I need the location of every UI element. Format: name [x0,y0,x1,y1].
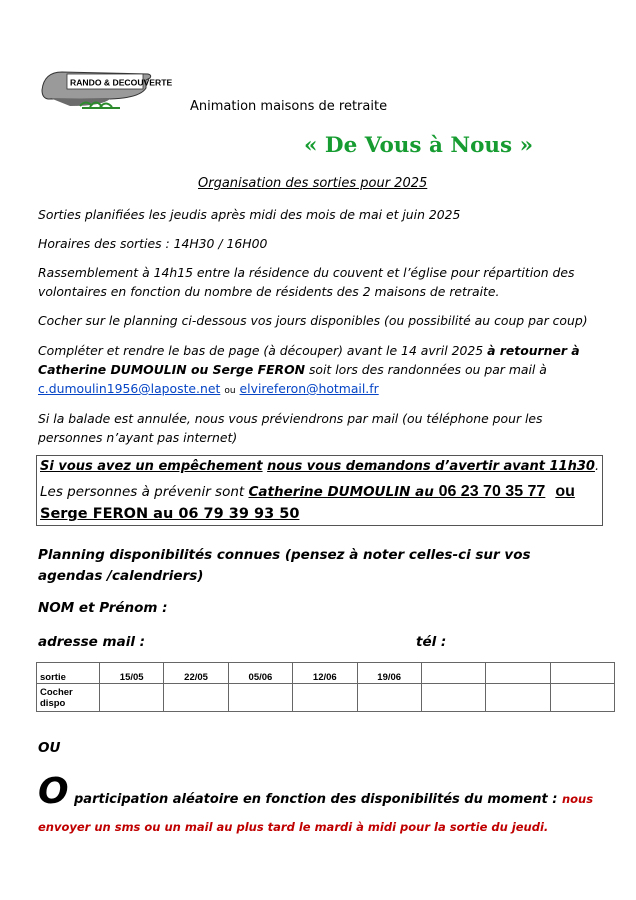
or-small: ou [224,386,236,396]
check-cell[interactable] [357,684,421,712]
slogan-title: « De Vous à Nous » [304,133,534,158]
name-label: NOM et Prénom : [38,600,168,616]
return-contacts: à retourner à Catherine DUMOULIN ou Serge FERON [38,343,580,377]
check-cell[interactable] [486,684,550,712]
check-cell[interactable] [293,684,357,712]
notice-impediment: Si vous avez un empêchement [40,459,263,474]
row-header-sortie: sortie [37,663,100,684]
date-cell: 05/06 [228,663,292,684]
row-header-cocher: Cocher dispo [37,684,100,712]
date-cell [550,663,614,684]
red-note-start: nous [561,792,594,806]
check-cell[interactable] [550,684,614,712]
check-cell[interactable] [100,684,164,712]
notice-warn: nous vous demandons d’avertir avant 11h30 [267,459,595,474]
paragraph-dates: Sorties planifiées les jeudis après midi des mois de mai et juin 2025 [38,207,461,222]
notice-contact-feron: Serge FERON au 06 79 39 93 50 [40,506,300,522]
phone-label: tél : [416,634,447,650]
red-note: envoyer un sms ou un mail au plus tard le mardi à midi pour la sortie du jeudi. [38,820,549,834]
return-text: Compléter et rendre le bas de page (à découper) avant le 14 avril 2025 [38,343,488,358]
table-row-dates [37,663,615,684]
paragraph-check: Cocher sur le planning ci-dessous vos jours disponibles (ou possibilité au coup par coup) [38,313,588,328]
check-cell[interactable] [421,684,485,712]
participation-text: participation aléatoire en fonction des disponibilités du moment : nous [74,792,594,807]
email-link-dumoulin[interactable]: c.dumoulin1956@laposte.net [38,381,221,396]
email-link-feron[interactable]: elvireferon@hotmail.fr [239,381,379,396]
notice-contact-dumoulin: Catherine DUMOULIN au [248,484,439,500]
phone-dumoulin: 06 23 70 35 77 [438,483,546,500]
check-cell[interactable] [228,684,292,712]
date-cell: 15/05 [100,663,164,684]
date-cell [486,663,550,684]
rando-decouverte-logo [40,66,190,112]
logo-text: RANDO & DECOUVERTE [70,77,173,88]
notice-line-2: Les personnes à prévenir sont Catherine DUMOULIN au 06 23 70 35 77 ou [40,483,575,500]
paragraph-return [38,341,598,401]
date-cell: 12/06 [293,663,357,684]
big-o-checkbox[interactable]: O [38,771,69,812]
notice-line-1: Si vous avez un empêchement nous vous demandons d’avertir avant 11h30. [40,459,600,474]
paragraph-cancel: Si la balade est annulée, nous vous préviendrons par mail (ou téléphone pour les personnes n’ayant pas internet) [38,411,543,445]
paragraph-meeting: Rassemblement à 14h15 entre la résidence du couvent et l’église pour répartition des volontaires en fonction du nombre de résidents des 2 maisons de retraite. [38,265,575,299]
date-cell: 22/05 [164,663,228,684]
notice-box [36,455,603,526]
subtitle: Animation maisons de retraite [190,99,388,114]
planning-table [36,662,615,712]
section-title: Organisation des sorties pour 2025 [198,176,428,191]
email-label: adresse mail : [38,634,146,650]
return-text-end: soit lors des randonnées ou par mail à [305,362,547,377]
planning-label: Planning disponibilités connues (pensez à noter celles-ci sur vos agendas /calendriers) [38,547,531,584]
check-cell[interactable] [164,684,228,712]
date-cell: 19/06 [357,663,421,684]
paragraph-hours: Horaires des sorties : 14H30 / 16H00 [38,236,268,251]
or-label: OU [38,740,61,756]
notice-or: ou [555,483,575,500]
date-cell [421,663,485,684]
table-row-check [37,684,615,712]
